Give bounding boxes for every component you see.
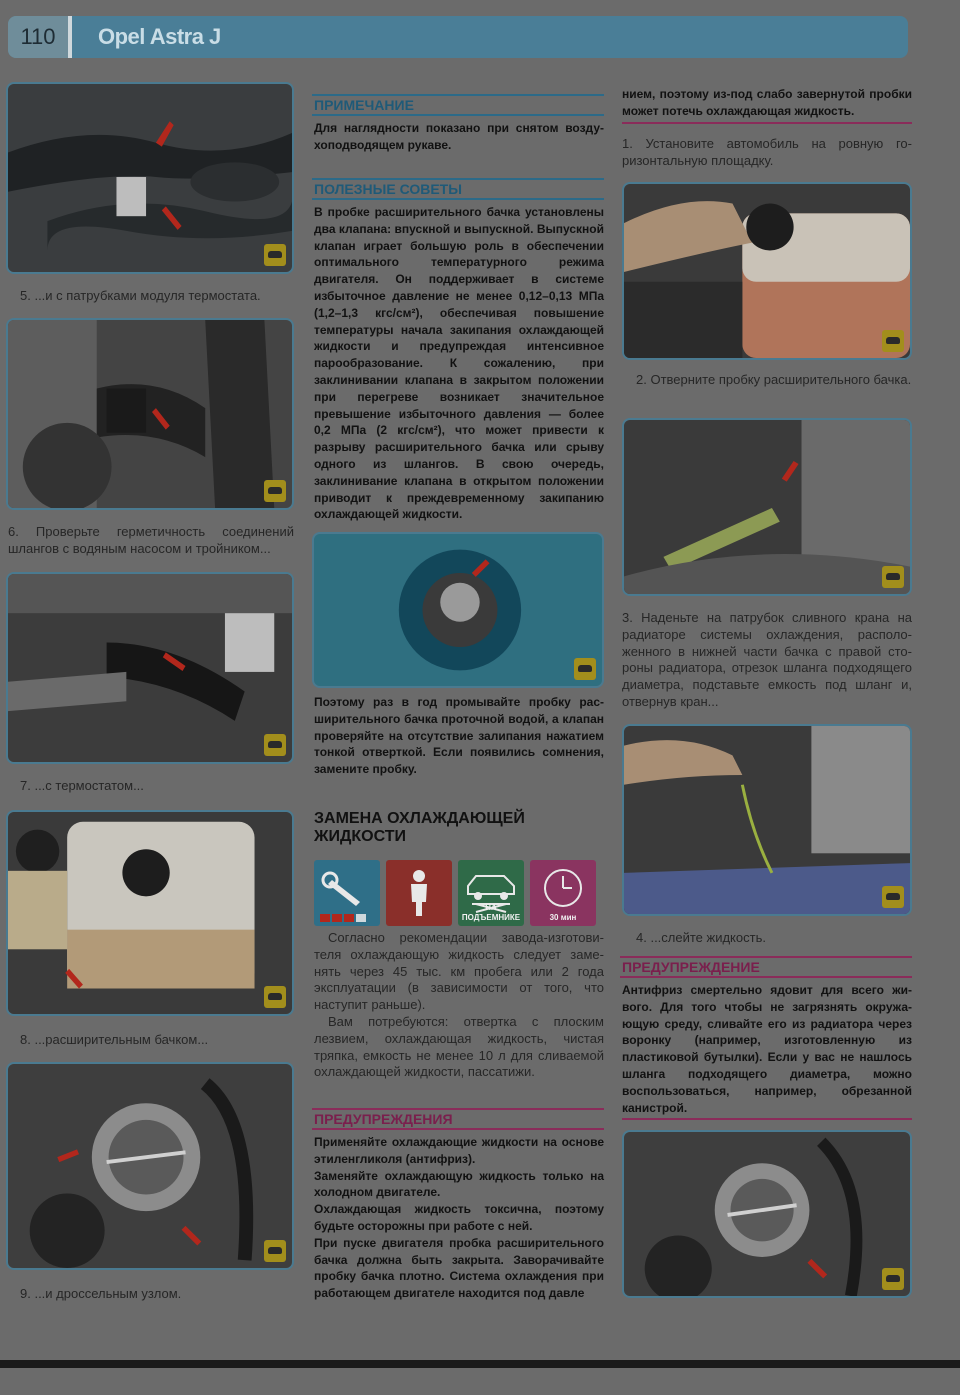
camera-badge-icon: [264, 480, 286, 502]
page-number: 110: [8, 16, 72, 58]
photo-thermostat-pipes: [6, 82, 294, 274]
book-title: Opel Astra J: [98, 24, 221, 49]
continued-divider: [622, 122, 912, 124]
note-text: Для наглядности показано при снятом воздухоподводящем рукаве.: [314, 121, 604, 152]
warning-item: Охлаждающая жидкость токсична, поэтому будьте осторожны при работе с ней.: [314, 1202, 604, 1233]
warning-divider: [622, 1118, 912, 1120]
camera-badge-icon: [264, 734, 286, 756]
tips-title: ПОЛЕЗНЫЕ СОВЕТЫ: [312, 178, 604, 200]
caption-5: 5. ...и с патрубками модуля термостата.: [20, 288, 261, 303]
difficulty-tile: [314, 860, 380, 926]
step-3-caption: 3. Наденьте на патрубок сливного крана на радиаторе системы охлаждения, расположенного в нижней части бачка с правой стороны радиатора, отрезок шланга подходящего диаметра, подставьте емкость под шланг и, отвернув кран...: [622, 610, 912, 709]
camera-badge-icon: [574, 658, 596, 680]
warning-item: При пуске двигателя пробка расширительного бачка должна быть закрыта. Заворачивайте пробку бачка плотно. Система охлаждения при работающем двигателе находится под давле: [314, 1235, 604, 1301]
tips-text: В пробке расширительного бачка установлены два клапана: впускной и выпускной. Выпускной клапан играет большую роль в обеспечении оптимального температурного режима двигателя. Он поддерживает в системе избыточное давление не менее 0,12–0,13 МПа (1,2–1,3 кгс/см²), обеспечивая повышение температуры начала закипания охлаждающей жидкости и предупреждая интенсивное парообразование. К сожалению, при заклинивании клапана в закрытом положении при перегреве возникает значительное превышение избыточного давления — более 0,2 МПа (2 кгс/см²), что может привести к разрыву расширительного бачка или срыву одного из шлангов. В свою очередь, заклинивание клапана в открытом положении приводит к преждевременному закипанию охлаждающей жидкости.: [314, 205, 604, 522]
warning-item: Применяйте охлаждающие жидкости на основе этиленгликоля (антифриз).: [314, 1135, 604, 1166]
replace-heading-line2: ЖИДКОСТИ: [314, 828, 406, 845]
photo-throttle-body: [6, 1062, 294, 1270]
caption-9: 9. ...и дроссельным узлом.: [20, 1286, 182, 1301]
photo-throttle-body-right: [622, 1130, 912, 1298]
time-tile-label: 30 мин: [549, 913, 577, 922]
continued-warning-text: нием, поэтому из-под слабо завернутой пробки может потечь охлаждающая жидкость.: [622, 87, 912, 118]
camera-badge-icon: [882, 886, 904, 908]
intro-paragraphs: [314, 930, 604, 1081]
step-1-caption: 1. Установите автомобиль на ровную горизонтальную площадку.: [622, 136, 912, 168]
photo-unscrew-cap: [622, 182, 912, 360]
para-interval: Согласно рекомендации завода-изготовителя охлаждающую жидкость следует заменять через 45 тыс. км пробега или 2 года эксплуатации (в зависимости от того, что наступит раньше).: [314, 930, 604, 1013]
photo-drain-liquid: [622, 724, 912, 916]
photo-water-pump-hoses: [6, 318, 294, 510]
lift-tile: [458, 860, 524, 926]
step-2-caption: 2. Отверните пробку расширительного бачка.: [636, 372, 912, 387]
page-footer-bar: [0, 1360, 960, 1368]
page-header: [8, 16, 908, 58]
photo-expansion-tank: [6, 810, 294, 1016]
warnings-title: ПРЕДУПРЕЖДЕНИЯ: [312, 1108, 604, 1130]
para-tools: Вам потребуются: отвертка с плоским лезвием, охлаждающая жидкость, чистая тряпка, емкость не менее 10 л для сливаемой охлаждающей жидкости, пассатижи.: [314, 1013, 604, 1080]
workers-tile: [386, 860, 452, 926]
camera-badge-icon: [882, 566, 904, 588]
caption-6: 6. Проверьте герметичность соединений шлангов с водяным насосом и тройником...: [8, 524, 294, 556]
photo-radiator-drain: [622, 418, 912, 596]
cap-text: Поэтому раз в год промывайте пробку расширительного бачка проточной водой, а клапан проверяйте на отсутствие залипания нажатием тонкой отверткой. Если появились сомнения, замените пробку.: [314, 695, 604, 777]
camera-badge-icon: [264, 1240, 286, 1262]
replace-heading: [314, 810, 604, 846]
caption-8: 8. ...расширительным бачком...: [20, 1032, 209, 1047]
warning-item: Заменяйте охлаждающую жидкость только на холодном двигателе.: [314, 1168, 604, 1200]
warning-title: ПРЕДУПРЕЖДЕНИЕ: [620, 956, 912, 978]
camera-badge-icon: [882, 1268, 904, 1290]
camera-badge-icon: [264, 244, 286, 266]
lift-tile-label: НА ПОДЪЕМНИКЕ: [461, 903, 521, 922]
time-tile: [530, 860, 596, 926]
warning-text: Антифриз смертельно ядовит для всего живого. Для того чтобы не загрязнять окружающую среду, сливайте его из радиатора через воронку (например, изготовленную из пластиковой бутылки). Если у вас не нашлось шланга подходящего диаметра, можно воспользоваться, например, обрезанной канистрой.: [622, 983, 912, 1115]
photo-thermostat: [6, 572, 294, 764]
photo-expansion-cap: [312, 532, 604, 688]
camera-badge-icon: [882, 330, 904, 352]
step-4-caption: 4. ...слейте жидкость.: [636, 930, 766, 945]
camera-badge-icon: [264, 986, 286, 1008]
replace-heading-line1: ЗАМЕНА ОХЛАЖДАЮЩЕЙ: [314, 810, 525, 827]
note-title: ПРИМЕЧАНИЕ: [312, 94, 604, 116]
caption-7: 7. ...с термостатом...: [20, 778, 144, 793]
warnings-list: [314, 1134, 604, 1302]
